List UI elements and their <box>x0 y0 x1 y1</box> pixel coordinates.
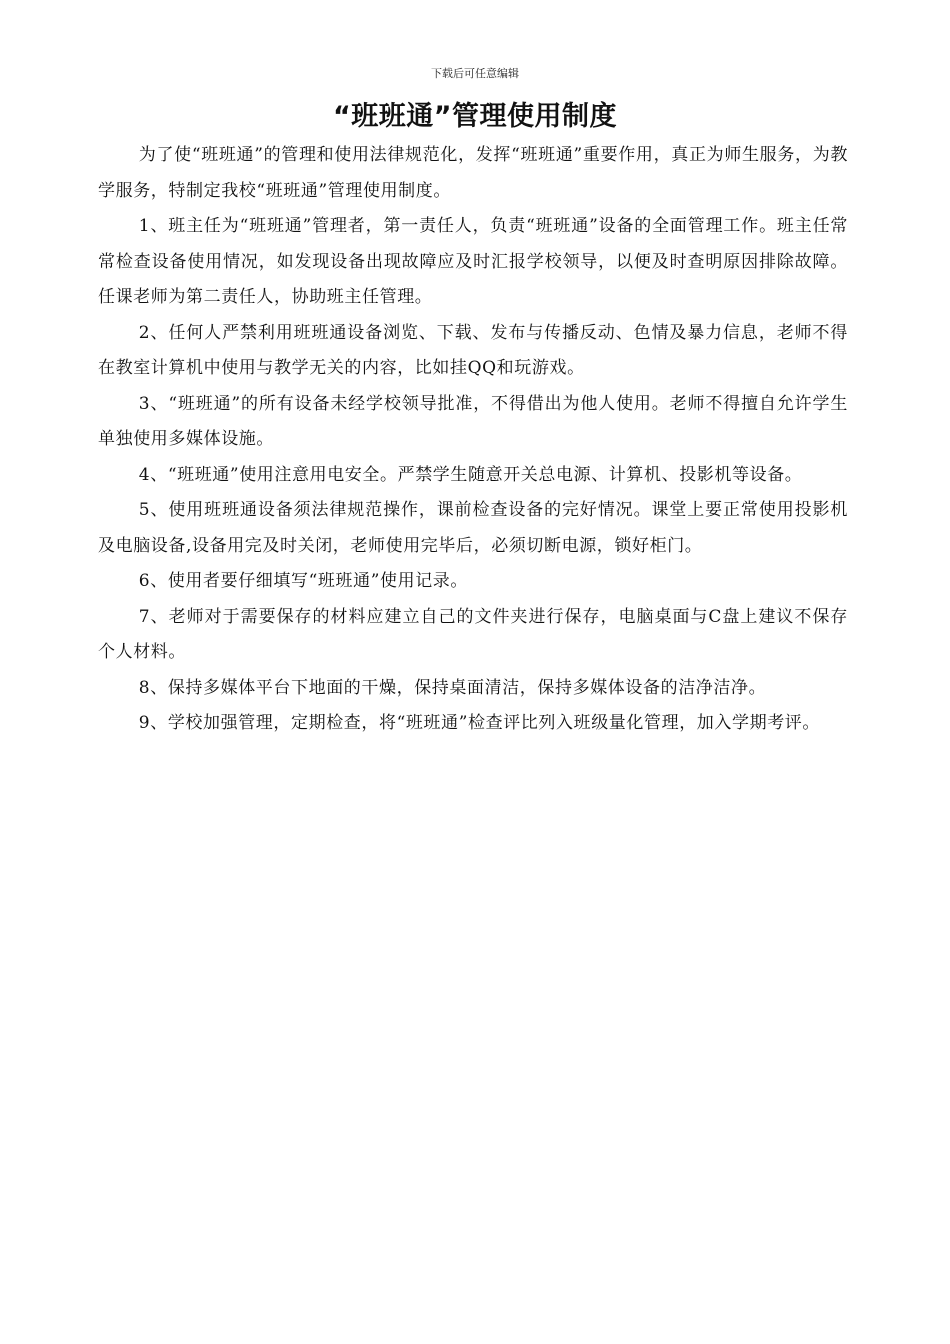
rule-3-paragraph: 3、“班班通”的所有设备未经学校领导批准，不得借出为他人使用。老师不得擅自允许学生单独使用多媒体设施。 <box>98 393 848 449</box>
rule-4-paragraph: 4、“班班通”使用注意用电安全。严禁学生随意开关总电源、计算机、投影机等设备。 <box>138 464 803 485</box>
rule-1-paragraph: 1、班主任为“班班通”管理者，第一责任人，负责“班班通”设备的全面管理工作。班主任常常检查设备使用情况，如发现设备出现故障应及时汇报学校领导，以便及时查明原因排除故障。任课老师为第二责任人，协助班主任管理。 <box>98 216 848 307</box>
rule-6-paragraph: 6、使用者要仔细填写“班班通”使用记录。 <box>138 571 468 591</box>
rule-5-paragraph: 5、使用班班通设备须法律规范操作，课前检查设备的完好情况。课堂上要正常使用投影机及电脑设备,设备用完及时关闭，老师使用完毕后，必须切断电源，锁好柜门。 <box>98 500 848 556</box>
document-title: “班班通”管理使用制度 <box>333 101 617 132</box>
header-note: 下载后可任意编辑 <box>431 67 519 80</box>
rule-2-paragraph: 2、任何人严禁利用班班通设备浏览、下载、发布与传播反动、色情及暴力信息，老师不得在教室计算机中使用与教学无关的内容，比如挂QQ和玩游戏。 <box>98 322 848 378</box>
rule-7-paragraph: 7、老师对于需要保存的材料应建立自己的文件夹进行保存，电脑桌面与C盘上建议不保存个人材料。 <box>98 606 848 662</box>
intro-paragraph: 为了使“班班通”的管理和使用法律规范化，发挥“班班通”重要作用，真正为师生服务，为教学服务，特制定我校“班班通”管理使用制度。 <box>98 145 848 201</box>
rule-8-paragraph: 8、保持多媒体平台下地面的干燥，保持桌面清洁，保持多媒体设备的洁净洁净。 <box>138 677 767 698</box>
document-body <box>98 138 848 742</box>
rule-9-paragraph: 9、学校加强管理，定期检查，将“班班通”检查评比列入班级量化管理，加入学期考评。 <box>138 713 820 733</box>
